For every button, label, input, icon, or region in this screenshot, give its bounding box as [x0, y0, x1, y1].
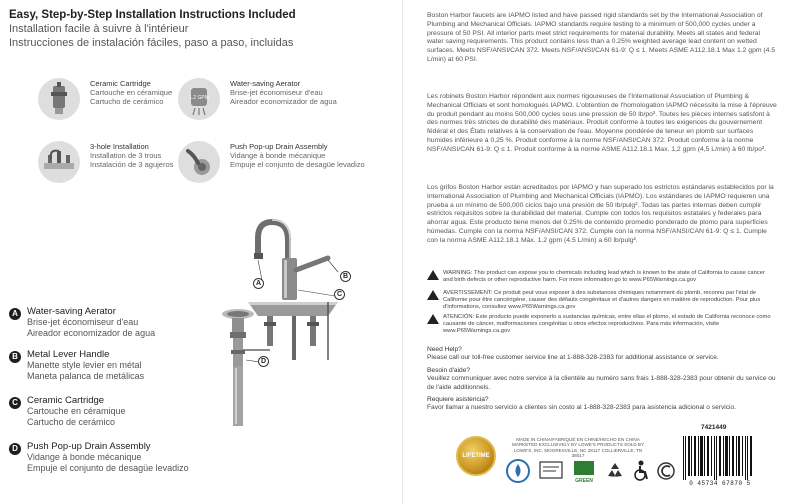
help-question: Need Help? [427, 346, 462, 353]
part-badge: D [9, 443, 21, 455]
feature-title: Water-saving Aerator [230, 79, 301, 88]
feature-fr: Cartouche en céramique [90, 88, 173, 97]
green-icon [571, 458, 597, 484]
three-hole-icon [38, 141, 80, 183]
diagram-label-a: A [253, 278, 264, 289]
help-es [427, 396, 777, 413]
cupc-icon [656, 458, 676, 484]
feature-fr: Vidange à bonde mécanique [230, 151, 326, 160]
warning-icon [427, 290, 439, 300]
panel-divider [402, 0, 403, 503]
part-fr: Manette style levier en métal [27, 360, 142, 370]
part-title: Push Pop-up Drain Assembly [27, 441, 151, 452]
part-es: Aireador economizador de agua [27, 328, 156, 338]
part-title: Metal Lever Handle [27, 349, 110, 360]
seal-text: LIFETIME [462, 453, 490, 459]
warning-icon [427, 270, 439, 280]
part-title: Ceramic Cartridge [27, 395, 105, 406]
part-title: Water-saving Aerator [27, 306, 116, 317]
green-label: GREEN [575, 478, 593, 484]
aerator-badge: 1.2 GPM [189, 95, 209, 101]
aerator-icon [178, 78, 220, 120]
drain-icon [178, 141, 220, 183]
feature-title: Ceramic Cartridge [90, 79, 151, 88]
diagram-label-d: D [258, 356, 269, 367]
warning-text: WARNING: This product can expose you to chemicals including lead which is known to the state of California to cause cancer and birth defects or other reproductive harm. For more information go to www.P65Warnings.ca.gov [443, 270, 765, 283]
feature-es: Aireador economizador de agua [230, 97, 337, 106]
title-es: Instrucciones de instalación fáciles, paso a paso, incluidas [9, 37, 294, 49]
diagram-label-b: B [340, 271, 351, 282]
help-question: Requiere asistencia? [427, 396, 489, 403]
ceramic-cartridge-icon [38, 78, 80, 120]
part-fr: Brise-jet économiseur d'eau [27, 317, 139, 327]
feature-fr: Installation de 3 trous [90, 151, 162, 160]
help-answer: Favor llamar a nuestro servicio a clientes sin costo al 1-888-328-2383 para asistencia adicional o servicio. [427, 404, 736, 412]
feature-es: Cartucho de cerámico [90, 97, 164, 106]
title-fr: Installation facile à suivre à l'intérieur [9, 23, 189, 35]
warning-text: ATENCIÓN: Este producto puede exponerlo a sustancias químicas, entre ellas el plomo, el estado de California reconoce como causante de cáncer, malformaciones congénitas u otros efectos reproductivos. Para más información, visite www.P65Warnings.ca.gov [443, 314, 771, 334]
faucet-diagram [210, 210, 370, 480]
barcode-number: 0 45734 67870 5 [689, 480, 751, 487]
barcode [681, 436, 755, 482]
help-en [427, 346, 777, 363]
feature-es: Empuje el conjunto de desagüe levadizo [230, 160, 365, 169]
diagram-label-c: C [334, 289, 345, 300]
part-fr: Vidange à bonde mécanique [27, 452, 142, 462]
paragraph-en: Boston Harbor faucets are IAPMO listed and have passed rigid standards set by the International Association of Plumbing and Mechanical Officials. IAPMO standards require testing to a minimum of 500,000 cycles under a pressure of 50 PSI. All interior parts meet strict requirements for material durability. Meets all states and federal water saving requirements. This product contains less than a 0.25% weighted average lead content on wetted surfaces. Meets NSF/ANSI/CAN 372. Meets NSF/ANSI/CAN 61-9: Q ≤ 1. Meets ASME A112.18.1 Max 1.2 gpm (4.5 L/min) at 60 PSI. [427, 12, 776, 63]
feature-title: Push Pop-up Drain Assembly [230, 142, 328, 151]
feature-fr: Brise-jet économiseur d'eau [230, 88, 323, 97]
title-en: Easy, Step-by-Step Installation Instructions Included [9, 9, 296, 21]
warning-icon [427, 314, 439, 324]
help-fr [427, 367, 777, 392]
recycle-icon [604, 458, 626, 484]
part-es: Maneta palanca de metálicas [27, 371, 145, 381]
made-in-text: MADE IN CHINA/FABRIQUÉ EN CHINE/HECHO EN CHINA MARKETED EXCLUSIVELY BY LOWE'S PRODUCTS SOLD BY LOWE'S, INC. MOORESVILLE, NC 28117 COLLIERVILLE, TN 38017 [511, 437, 645, 459]
feature-es: Instalación de 3 agujeros [90, 160, 174, 169]
part-es: Empuje el conjunto de desagüe levadizo [27, 463, 189, 473]
help-answer: Please call our toll-free customer service line at 1-888-328-2383 for additional assistance or service. [427, 354, 719, 362]
header [9, 8, 399, 50]
help-answer: Veuillez communiquer avec notre service à la clientèle au numéro sans frais 1-888-328-2383 pour obtenir du service ou de l'aide additionnels. [427, 375, 776, 391]
warning-text: AVERTISSEMENT: Ce produit peut vous exposer à des substances chimiques notamment du plomb, reconnu par l'état de Californie pour être cancérigène, causer des défauts congénitaux et d'autres dangers en matière de reproduction. Pour plus d'informations, consultez www.P65Warnings.ca.gov [443, 290, 761, 310]
watersense-icon [505, 458, 531, 484]
part-fr: Cartouche en céramique [27, 406, 126, 416]
certification-icon [538, 458, 564, 484]
part-badge: C [9, 397, 21, 409]
accessible-icon [632, 458, 650, 484]
part-es: Cartucho de cerámico [27, 417, 116, 427]
feature-title: 3-hole Installation [90, 142, 149, 151]
help-question: Besoin d'aide? [427, 367, 471, 374]
sku-number: 7421449 [701, 424, 727, 431]
lifetime-warranty-seal [456, 436, 496, 476]
paragraph-es: Los grifos Boston Harbor están acreditados por IAPMO y han superado los estrictos estándares establecidos por la International Association of Plumbing and Mechanical Officials (IAPMO). Los estándares de IAPMO requieren una prueba a un mínimo de 500,000 ciclos bajo una presión de 50 lb/pulg². Todas las partes internas deben cumplir estrictos requisitos sobre la durabilidad del material. Cumple con todos los requisitos estatales y federales para ahorrar agua. Este producto tiene menos del 0.25% de contenido promedio ponderado de plomo para superficies húmedas. Cumple con la norma NSF/ANSI/CAN 372. Cumple con la norma NSF/ANSI/CAN 61-9: Q ≤ 1. Cumple con la norma ASME A112.18.1 Máx. 1.2 gpm (4.5 L/min) a 60 lb/pulg². [427, 184, 774, 244]
paragraph-fr: Les robinets Boston Harbor répondent aux normes rigoureuses de l'International Association of Plumbing & Mechanical Officials et sont homologués IAPMO. L'obtention de l'homologation IAPMO nécessite la mise à l'épreuve du produit pendant au moins 500,000 cycles sous une pression de 50 lb/po². Toutes les pièces internes satisfont à des normes très strictes de durabilité des matériaux. Produit conforme à toutes les exigences du gouvernement fédéral et des États relatives à la conservation de l'eau. Moyenne pondérée de teneur en plomb sur surfaces humides inférieure à 0,25 %. Produit conforme à la norme NSF/ANSI/CAN 372. Produit conforme à la norme NSF/ANSI/CAN 61-9: Q ≤ 1. Produit conforme à la norme ASME A112.18.1 Max. 1,2 gpm (4,5 L/min) à 60 lb/po². [427, 93, 777, 153]
part-badge: A [9, 308, 21, 320]
part-badge: B [9, 351, 21, 363]
